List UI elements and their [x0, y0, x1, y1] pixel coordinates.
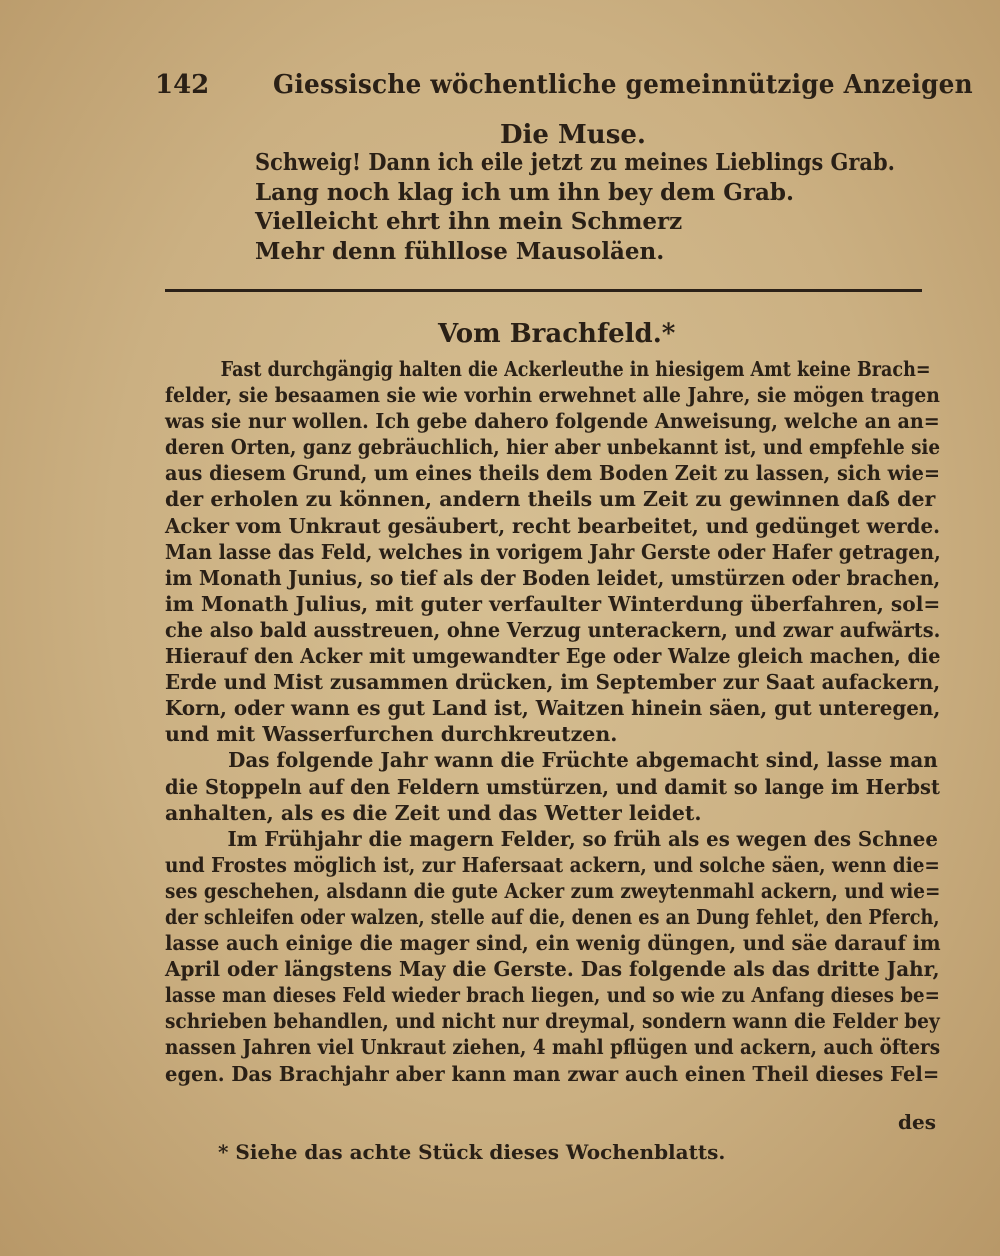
text-line: anhalten, als es die Zeit und das Wetter leidet. — [165, 800, 702, 825]
text-line: Hierauf den Acker mit umgewandter Ege oder Walze gleich machen, die — [165, 644, 941, 669]
text-line: Acker vom Unkraut gesäubert, recht bearbeitet, und gedünget werde. — [165, 513, 940, 538]
poem-line: Mehr denn fühllose Mausoläen. — [255, 237, 665, 265]
text-line: ses geschehen, alsdann die gute Acker zum zweytenmahl ackern, und wie= — [165, 878, 941, 903]
text-line: April oder längstens May die Gerste. Das folgende als das dritte Jahr, — [165, 957, 940, 982]
text-line: Korn, oder wann es gut Land ist, Waitzen hinein säen, gut unteregen, — [165, 696, 941, 721]
text-line: egen. Das Brachjahr aber kann man zwar auch einen Theil dieses Fel= — [165, 1061, 940, 1086]
text-line: felder, sie besaamen sie wie vorhin erwehnet alle Jahre, sie mögen tragen — [165, 383, 940, 408]
poem-title: Die Muse. — [500, 120, 646, 150]
page-header — [155, 70, 973, 110]
poem — [255, 148, 895, 266]
text-line: im Monath Julius, mit guter verfaulter Winterdung überfahren, sol= — [165, 591, 941, 616]
text-line: lasse auch einige die mager sind, ein wenig düngen, und säe darauf im — [165, 931, 941, 956]
text-line: der schleifen oder walzen, stelle auf die, denen es an Dung fehlet, den Pferch, — [165, 904, 940, 929]
catchword: des — [898, 1110, 936, 1134]
text-line: Erde und Mist zusammen drücken, im September zur Saat aufackern, — [165, 670, 941, 695]
poem-line: Schweig! Dann ich eile jetzt zu meines Lieblings Grab. — [255, 149, 895, 176]
text-line: der erholen zu können, andern theils um Zeit zu gewinnen daß der — [165, 487, 936, 512]
article-title: Vom Brachfeld.* — [438, 319, 676, 349]
text-line: lasse man dieses Feld wieder brach liegen, und so wie zu Anfang dieses be= — [165, 983, 940, 1008]
section-divider — [165, 289, 922, 292]
text-line: deren Orten, ganz gebräuchlich, hier aber unbekannt ist, und empfehle sie — [165, 435, 941, 460]
text-line: Fast durchgängig halten die Ackerleuthe in hiesigem Amt keine Brach= — [220, 357, 931, 381]
text-line: nassen Jahren viel Unkraut ziehen, 4 mahl pflügen und ackern, auch öfters — [165, 1035, 941, 1060]
poem-line: Vielleicht ehrt ihn mein Schmerz — [255, 208, 683, 235]
poem-line: Lang noch klag ich um ihn bey dem Grab. — [255, 178, 794, 206]
text-line: und mit Wasserfurchen durchkreutzen. — [165, 722, 618, 747]
text-line: und Frostes möglich ist, zur Hafersaat ackern, und solche säen, wenn die= — [165, 852, 940, 877]
article-body — [165, 356, 940, 1087]
running-title: Giessische wöchentliche gemeinnützige Anzeigen — [273, 70, 973, 100]
text-line: schrieben behandlen, und nicht nur dreymal, sondern wann die Felder bey — [165, 1009, 940, 1034]
text-line: im Monath Junius, so tief als der Boden leidet, umstürzen oder brachen, — [165, 565, 941, 590]
text-line: aus diesem Grund, um eines theils dem Boden Zeit zu lassen, sich wie= — [165, 461, 941, 486]
footnote: * Siehe das achte Stück dieses Wochenblatts. — [218, 1140, 726, 1164]
page-number: 142 — [155, 70, 210, 100]
text-line: Man lasse das Feld, welches in vorigem Jahr Gerste oder Hafer getragen, — [165, 539, 941, 564]
text-line: Im Frühjahr die magern Felder, so früh als es wegen des Schnee — [227, 826, 938, 851]
text-line: che also bald ausstreuen, ohne Verzug unterackern, und zwar aufwärts. — [165, 617, 941, 642]
text-line: die Stoppeln auf den Feldern umstürzen, und damit so lange im Herbst — [165, 774, 940, 799]
text-line: was sie nur wollen. Ich gebe dahero folgende Anweisung, welche an an= — [165, 409, 940, 434]
text-line: Das folgende Jahr wann die Früchte abgemacht sind, lasse man — [228, 748, 938, 773]
